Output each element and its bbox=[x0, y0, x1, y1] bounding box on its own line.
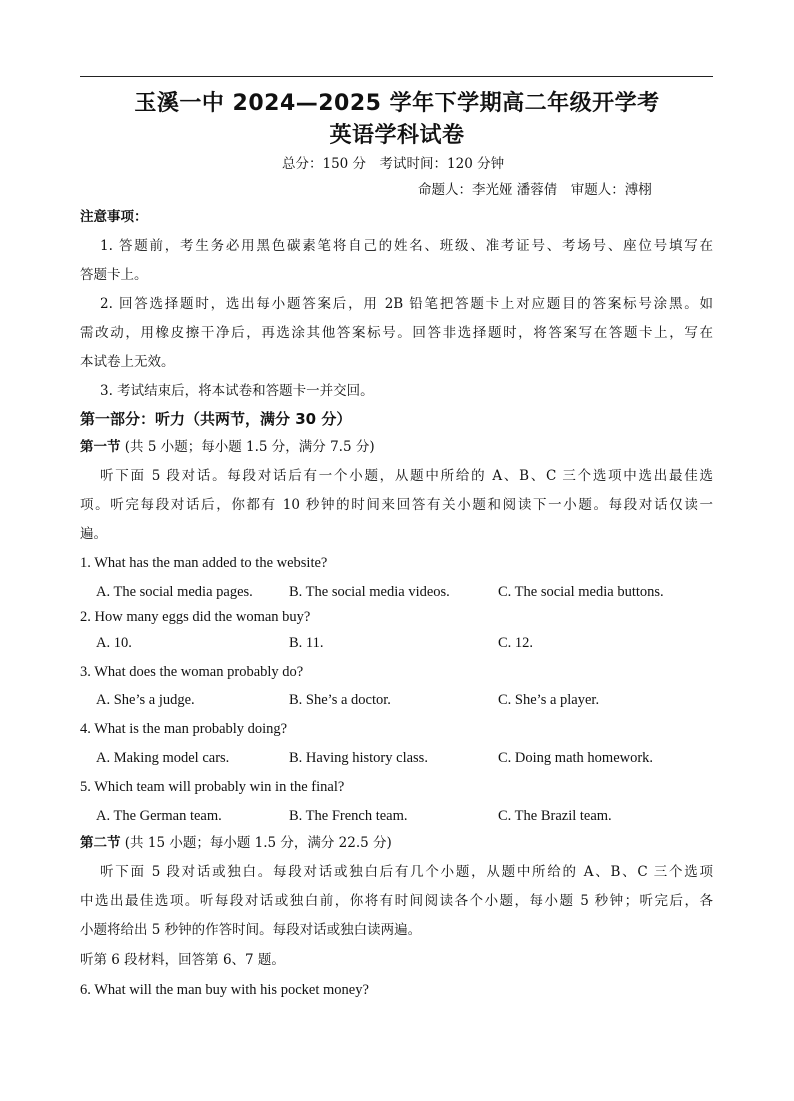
authors-info: 命题人：李光娅 潘蓉倩 审题人：溥栩 bbox=[418, 182, 652, 198]
question-1-option-c: C. The social media buttons. bbox=[498, 584, 664, 600]
notice-item-1-line-2: 答题卡上。 bbox=[80, 267, 148, 283]
notice-item-3: 3. 考试结束后，将本试卷和答题卡一并交回。 bbox=[100, 383, 374, 399]
notice-item-2-line-3: 本试卷上无效。 bbox=[80, 354, 175, 370]
section2-instruction-line-1: 听下面 5 段对话或独白。每段对话或独白后有几个小题，从题中所给的 A、B、C 三个选项 bbox=[100, 864, 713, 880]
score-time-info: 总分：150 分 考试时间：120 分钟 bbox=[282, 156, 505, 172]
section1-heading bbox=[80, 437, 375, 457]
section1-instruction-line-3: 遍。 bbox=[80, 526, 107, 542]
question-3-option-b: B. She’s a doctor. bbox=[289, 692, 391, 708]
exam-title: 玉溪一中 2024—2025 学年下学期高二年级开学考 bbox=[134, 91, 660, 116]
part1-heading: 第一部分：听力（共两节，满分 30 分） bbox=[80, 410, 352, 428]
question-5-option-a: A. The German team. bbox=[96, 808, 222, 824]
section2-heading bbox=[80, 833, 392, 853]
question-2-option-b: B. 11. bbox=[289, 635, 324, 651]
notice-item-1-line-1: 1. 答题前，考生务必用黑色碳素笔将自己的姓名、班级、准考证号、考场号、座位号填写在 bbox=[100, 238, 713, 254]
question-5-option-c: C. The Brazil team. bbox=[498, 808, 612, 824]
question-5-option-b: B. The French team. bbox=[289, 808, 408, 824]
question-6: 6. What will the man buy with his pocket money? bbox=[80, 982, 369, 998]
exam-subtitle: 英语学科试卷 bbox=[329, 123, 465, 148]
question-3: 3. What does the woman probably do? bbox=[80, 664, 304, 680]
section2-instruction-line-3: 小题将给出 5 秒钟的作答时间。每段对话或独白读两遍。 bbox=[80, 922, 422, 938]
question-2: 2. How many eggs did the woman buy? bbox=[80, 609, 311, 625]
top-rule bbox=[80, 76, 713, 77]
question-4-option-c: C. Doing math homework. bbox=[498, 750, 654, 766]
question-3-option-a: A. She’s a judge. bbox=[96, 692, 195, 708]
question-1: 1. What has the man added to the website? bbox=[80, 555, 328, 571]
section1-heading-detail: (共 5 小题；每小题 1.5 分，满分 7.5 分) bbox=[120, 439, 375, 455]
notice-item-2-line-2: 需改动，用橡皮擦干净后，再选涂其他答案标号。回答非选择题时，将答案写在答题卡上，写在 bbox=[80, 325, 713, 341]
notice-heading: 注意事项： bbox=[80, 209, 148, 225]
section2-heading-detail: (共 15 小题；每小题 1.5 分，满分 22.5 分) bbox=[120, 835, 392, 851]
section2-instruction-line-2: 中选出最佳选项。听每段对话或独白前，你将有时间阅读各个小题，每小题 5 秒钟；听完后，各 bbox=[80, 893, 713, 909]
question-2-option-a: A. 10. bbox=[96, 635, 132, 651]
question-2-option-c: C. 12. bbox=[498, 635, 534, 651]
question-1-option-b: B. The social media videos. bbox=[289, 584, 450, 600]
question-4-option-a: A. Making model cars. bbox=[96, 750, 230, 766]
section1-instruction-line-2: 项。听完每段对话后，你都有 10 秒钟的时间来回答有关小题和阅读下一小题。每段对话仅读一 bbox=[80, 497, 713, 513]
section1-instruction-line-1: 听下面 5 段对话。每段对话后有一个小题，从题中所给的 A、B、C 三个选项中选出最佳选 bbox=[100, 468, 713, 484]
question-4-option-b: B. Having history class. bbox=[289, 750, 428, 766]
section2-heading-label: 第二节 bbox=[80, 835, 121, 851]
material-6-instruction: 听第 6 段材料，回答第 6、7 题。 bbox=[80, 952, 285, 968]
question-3-option-c: C. She’s a player. bbox=[498, 692, 600, 708]
question-4: 4. What is the man probably doing? bbox=[80, 721, 288, 737]
question-1-option-a: A. The social media pages. bbox=[96, 584, 253, 600]
question-5: 5. Which team will probably win in the final? bbox=[80, 779, 345, 795]
notice-item-2-line-1: 2. 回答选择题时，选出每小题答案后，用 2B 铅笔把答题卡上对应题目的答案标号涂黑。如 bbox=[100, 296, 713, 312]
section1-heading-label: 第一节 bbox=[80, 439, 121, 455]
